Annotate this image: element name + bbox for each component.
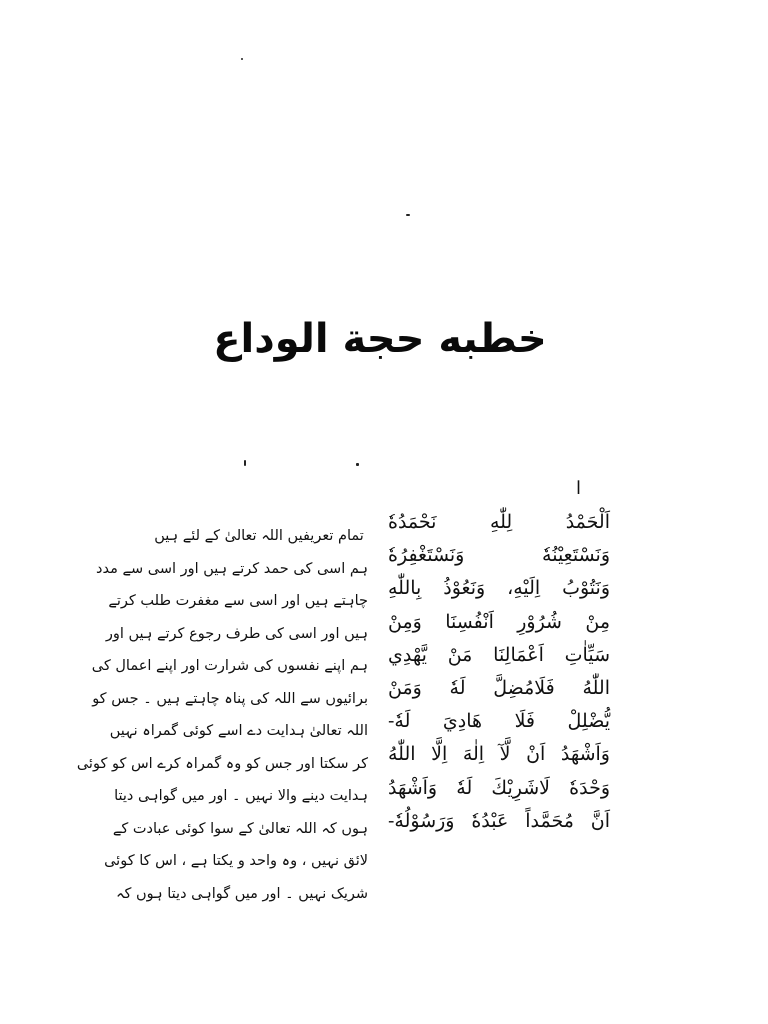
arabic-line: اَلْحَمْدُ لِلّٰهِ نَحْمَدُهٗ	[388, 511, 610, 533]
scan-speck	[406, 214, 410, 216]
urdu-line: چاہتے ہیں اور اسی سے مغفرت طلب کرتے	[108, 593, 368, 609]
urdu-line: ہم اسی کی حمد کرتے ہیں اور اسی سے مدد	[96, 560, 368, 577]
urdu-line: ہیں اور اسی کی طرف رجوع کرتے ہیں اور	[105, 625, 368, 642]
arabic-line: وَنَتُوْبُ اِلَيْهِ، وَنَعُوْذُ بِاللّٰهِ	[388, 577, 610, 600]
urdu-line: کر سکتا اور جس کو وہ گمراہ کرے اس کو کوئی	[76, 755, 368, 772]
page-title: خطبه حجة الوداع	[213, 316, 547, 362]
urdu-line: ہدایت دینے والا نہیں ۔ اور میں گواہی دیتا	[114, 788, 368, 804]
arabic-line: اللّٰهُ فَلَامُضِلَّ لَهٗ وَمَنْ	[388, 676, 610, 699]
scan-speck	[244, 460, 246, 466]
urdu-line: ہم اپنے نفسوں کی شرارت اور اپنے اعمال کی	[91, 658, 368, 674]
section-marker: ا	[576, 478, 582, 499]
urdu-line: برائیوں سے اللہ کی پناہ چاہتے ہیں ۔ جس کو	[92, 690, 368, 707]
urdu-translation-column	[76, 520, 368, 910]
urdu-line: شریک نہیں ۔ اور میں گواہی دیتا ہوں کہ	[115, 885, 368, 902]
arabic-line: مِنْ شُرُوْرِ اَنْفُسِنَا وَمِنْ	[388, 610, 610, 633]
arabic-line: وَاَشْهَدُ اَنْ لَّآ اِلٰهَ اِلَّا اللّٰهُ	[388, 743, 610, 766]
arabic-line: يُّضْلِلْ فَلَا هَادِيَ لَهٗ-	[388, 710, 610, 733]
scan-speck	[356, 463, 359, 466]
arabic-line: وَنَسْتَعِيْنُهٗ وَنَسْتَغْفِرُهٗ	[388, 544, 610, 567]
arabic-line: وَحْدَهٗ لَاشَرِيْكَ لَهٗ وَاَشْهَدُ	[388, 776, 610, 799]
urdu-line: لائق نہیں ، وہ واحد و یکتا ہے ، اس کا کوئی	[104, 853, 368, 869]
urdu-line: ہوں کہ اللہ تعالیٰ کے سوا کوئی عبادت کے	[112, 820, 368, 837]
arabic-line: سَيِّاٰتِ اَعْمَالِنَا مَنْ يَّهْدِي	[388, 643, 610, 666]
urdu-line: تمام تعریفیں اللہ تعالیٰ کے لئے ہیں	[154, 528, 364, 544]
arabic-line: اَنَّ مُحَمَّداً عَبْدُهٗ وَرَسُوْلُهٗ-	[388, 809, 610, 832]
arabic-sermon-column	[388, 506, 610, 838]
scan-speck	[241, 58, 243, 60]
urdu-line: اللہ تعالیٰ ہدایت دے اسے کوئی گمراہ نہیں	[109, 723, 368, 739]
